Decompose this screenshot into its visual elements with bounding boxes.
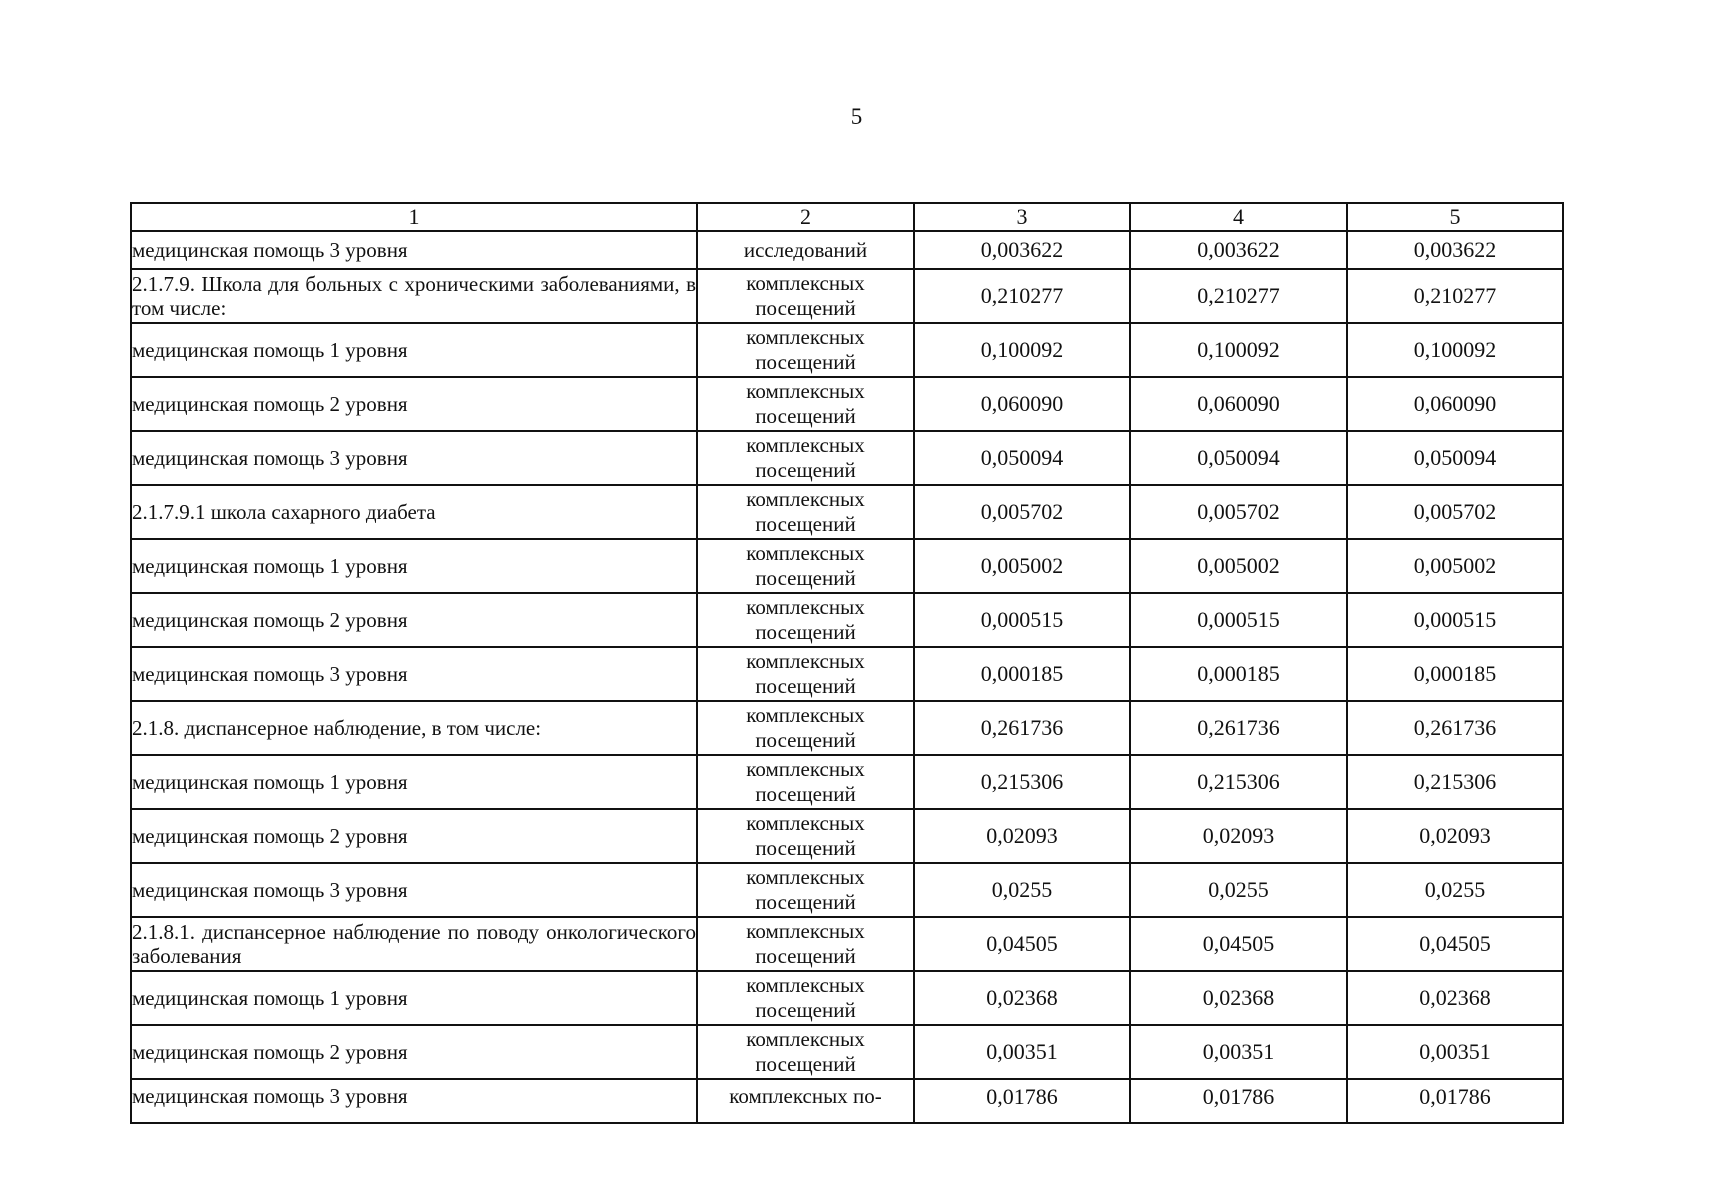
row-value-4: 0,02368 [1130,971,1347,1025]
column-header-2: 2 [697,203,914,231]
row-value-3: 0,0255 [914,863,1130,917]
row-name: медицинская помощь 3 уровня [131,431,697,485]
table-row [131,863,1563,917]
table-row [131,431,1563,485]
table-row [131,1025,1563,1079]
row-value-4: 0,210277 [1130,269,1347,323]
row-name: медицинская помощь 1 уровня [131,755,697,809]
row-name: медицинская помощь 2 уровня [131,593,697,647]
table-row [131,971,1563,1025]
row-name: медицинская помощь 1 уровня [131,323,697,377]
row-value-4: 0,01786 [1130,1079,1347,1123]
row-value-4: 0,04505 [1130,917,1347,971]
row-unit: комплексных посещений [697,755,914,809]
row-name: медицинская помощь 3 уровня [131,231,697,269]
table-row [131,809,1563,863]
table-row [131,377,1563,431]
row-value-3: 0,02093 [914,809,1130,863]
row-name: медицинская помощь 2 уровня [131,377,697,431]
row-value-5: 0,060090 [1347,377,1563,431]
row-value-5: 0,02368 [1347,971,1563,1025]
row-unit: комплексных посещений [697,1025,914,1079]
row-unit: комплексных посещений [697,971,914,1025]
row-name: 2.1.8. диспансерное наблюдение, в том числе: [131,701,697,755]
row-value-4: 0,005702 [1130,485,1347,539]
column-header-3: 3 [914,203,1130,231]
row-value-3: 0,04505 [914,917,1130,971]
row-name: медицинская помощь 3 уровня [131,647,697,701]
row-value-4: 0,000515 [1130,593,1347,647]
row-value-5: 0,210277 [1347,269,1563,323]
table-row [131,647,1563,701]
row-value-3: 0,210277 [914,269,1130,323]
row-value-3: 0,00351 [914,1025,1130,1079]
row-value-3: 0,215306 [914,755,1130,809]
row-value-5: 0,00351 [1347,1025,1563,1079]
row-value-5: 0,215306 [1347,755,1563,809]
row-value-5: 0,003622 [1347,231,1563,269]
row-unit: комплексных посещений [697,863,914,917]
row-name: 2.1.7.9. Школа для больных с хроническими заболеваниями, в том числе: [131,269,697,323]
row-unit: комплексных посещений [697,539,914,593]
row-value-4: 0,02093 [1130,809,1347,863]
table-row [131,593,1563,647]
row-value-5: 0,0255 [1347,863,1563,917]
row-value-4: 0,00351 [1130,1025,1347,1079]
row-unit: комплексных посещений [697,323,914,377]
row-unit: комплексных посещений [697,485,914,539]
row-unit: комплексных посещений [697,593,914,647]
column-header-1: 1 [131,203,697,231]
row-name: 2.1.7.9.1 школа сахарного диабета [131,485,697,539]
table-row [131,231,1563,269]
table-row [131,701,1563,755]
row-value-4: 0,0255 [1130,863,1347,917]
column-header-4: 4 [1130,203,1347,231]
row-value-3: 0,261736 [914,701,1130,755]
row-value-5: 0,01786 [1347,1079,1563,1123]
row-value-5: 0,050094 [1347,431,1563,485]
row-unit: комплексных посещений [697,809,914,863]
row-value-5: 0,000515 [1347,593,1563,647]
row-value-3: 0,005002 [914,539,1130,593]
row-value-4: 0,060090 [1130,377,1347,431]
row-value-5: 0,02093 [1347,809,1563,863]
row-name: медицинская помощь 2 уровня [131,1025,697,1079]
row-value-5: 0,100092 [1347,323,1563,377]
row-name: 2.1.8.1. диспансерное наблюдение по поводу онкологического заболевания [131,917,697,971]
header-row [131,203,1563,231]
row-value-3: 0,000185 [914,647,1130,701]
row-name: медицинская помощь 1 уровня [131,539,697,593]
row-value-3: 0,100092 [914,323,1130,377]
table-row [131,539,1563,593]
row-value-3: 0,003622 [914,231,1130,269]
row-name: медицинская помощь 3 уровня [131,863,697,917]
row-value-3: 0,050094 [914,431,1130,485]
table-row [131,1079,1563,1123]
row-unit: комплексных посещений [697,377,914,431]
row-value-5: 0,005002 [1347,539,1563,593]
row-value-4: 0,003622 [1130,231,1347,269]
row-unit: комплексных посещений [697,269,914,323]
row-unit: комплексных посещений [697,701,914,755]
row-value-3: 0,060090 [914,377,1130,431]
row-unit: комплексных посещений [697,917,914,971]
table-row [131,755,1563,809]
table-row [131,269,1563,323]
row-unit: комплексных посещений [697,431,914,485]
table-row [131,323,1563,377]
table-row [131,917,1563,971]
row-name: медицинская помощь 2 уровня [131,809,697,863]
row-value-4: 0,100092 [1130,323,1347,377]
row-value-5: 0,000185 [1347,647,1563,701]
row-value-5: 0,261736 [1347,701,1563,755]
row-value-3: 0,02368 [914,971,1130,1025]
data-table [130,202,1564,1124]
column-header-5: 5 [1347,203,1563,231]
table-row [131,485,1563,539]
row-value-3: 0,01786 [914,1079,1130,1123]
row-value-3: 0,005702 [914,485,1130,539]
row-value-3: 0,000515 [914,593,1130,647]
row-value-5: 0,005702 [1347,485,1563,539]
row-name: медицинская помощь 1 уровня [131,971,697,1025]
row-unit: исследований [697,231,914,269]
row-value-4: 0,215306 [1130,755,1347,809]
row-unit: комплексных посещений [697,647,914,701]
row-value-4: 0,050094 [1130,431,1347,485]
row-value-4: 0,261736 [1130,701,1347,755]
row-unit: комплексных по- [697,1079,914,1123]
row-value-4: 0,005002 [1130,539,1347,593]
row-name: медицинская помощь 3 уровня [131,1079,697,1123]
row-value-4: 0,000185 [1130,647,1347,701]
page-number: 5 [850,104,863,129]
row-value-5: 0,04505 [1347,917,1563,971]
